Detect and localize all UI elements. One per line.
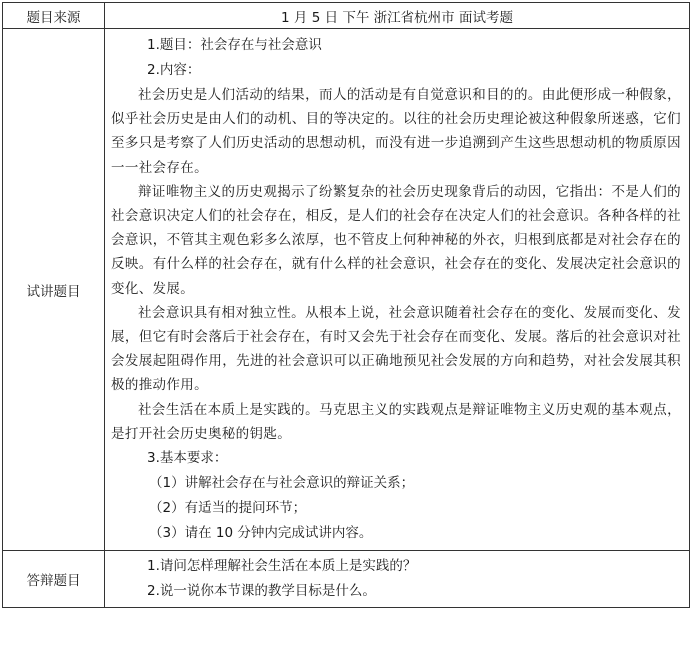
defense-label: 答辩题目: [3, 551, 105, 608]
content-paragraph-4: 社会生活在本质上是实践的。马克思主义的实践观点是辩证唯物主义历史观的基本观点，是打开社会历史奥秘的钥匙。: [111, 401, 681, 442]
trial-content: [105, 29, 690, 551]
trial-row: [3, 29, 690, 551]
defense-row: [3, 551, 690, 608]
defense-question-2: 2.说一说你本节课的教学目标是什么。: [147, 583, 376, 600]
content-paragraph-1: 社会历史是人们活动的结果，而人的活动是有自觉意识和目的的。由此便形成一种假象，似乎社会历史是由人们的动机、目的等决定的。以往的社会历史理论被这种假象所迷惑，它们至多只是考察了人们历史活动的思想动机，而没有进一步追溯到产生这些思想动机的物质原因一一社会存在。: [111, 87, 681, 176]
requirement-2: （2）有适当的提问环节；: [149, 500, 307, 517]
content-paragraph-2: 辩证唯物主义的历史观揭示了纷繁复杂的社会历史现象背后的动因，它指出：不是人们的社会意识决定人们的社会存在，相反，是人们的社会存在决定人们的社会意识。各种各样的社会意识，不管其主观色彩多么浓厚，也不管皮上何种神秘的外衣，归根到底都是对社会存在的反映。有什么样的社会存在，就有什么样的社会意识，社会存在的变化、发展决定社会意识的变化、发展。: [111, 183, 681, 297]
trial-label: 试讲题目: [3, 29, 105, 551]
requirement-1: （1）讲解社会存在与社会意识的辩证关系；: [149, 475, 415, 492]
content-paragraph-3: 社会意识具有相对独立性。从根本上说，社会意识随着社会存在的变化、发展而变化、发展，但它有时会落后于社会存在，有时又会先于社会存在而变化、发展。落后的社会意识对社会发展起阻碍作用，先进的社会意识可以正确地预见社会发展的方向和趋势，对社会发展其积极的推动作用。: [111, 304, 681, 394]
requirements-title: 3.基本要求：: [147, 450, 228, 467]
header-row: [3, 3, 690, 29]
requirement-3: （3）请在 10 分钟内完成试讲内容。: [149, 525, 373, 542]
source-value: 1 月 5 日 下午 浙江省杭州市 面试考题: [105, 3, 690, 29]
source-label: 题目来源: [3, 3, 105, 29]
defense-question-1: 1.请问怎样理解社会生活在本质上是实践的？: [147, 558, 417, 575]
content-title: 2.内容：: [147, 62, 201, 78]
trial-topic: 1.题目：社会存在与社会意识: [147, 37, 322, 53]
exam-table: [2, 2, 690, 608]
defense-content: [105, 551, 690, 608]
